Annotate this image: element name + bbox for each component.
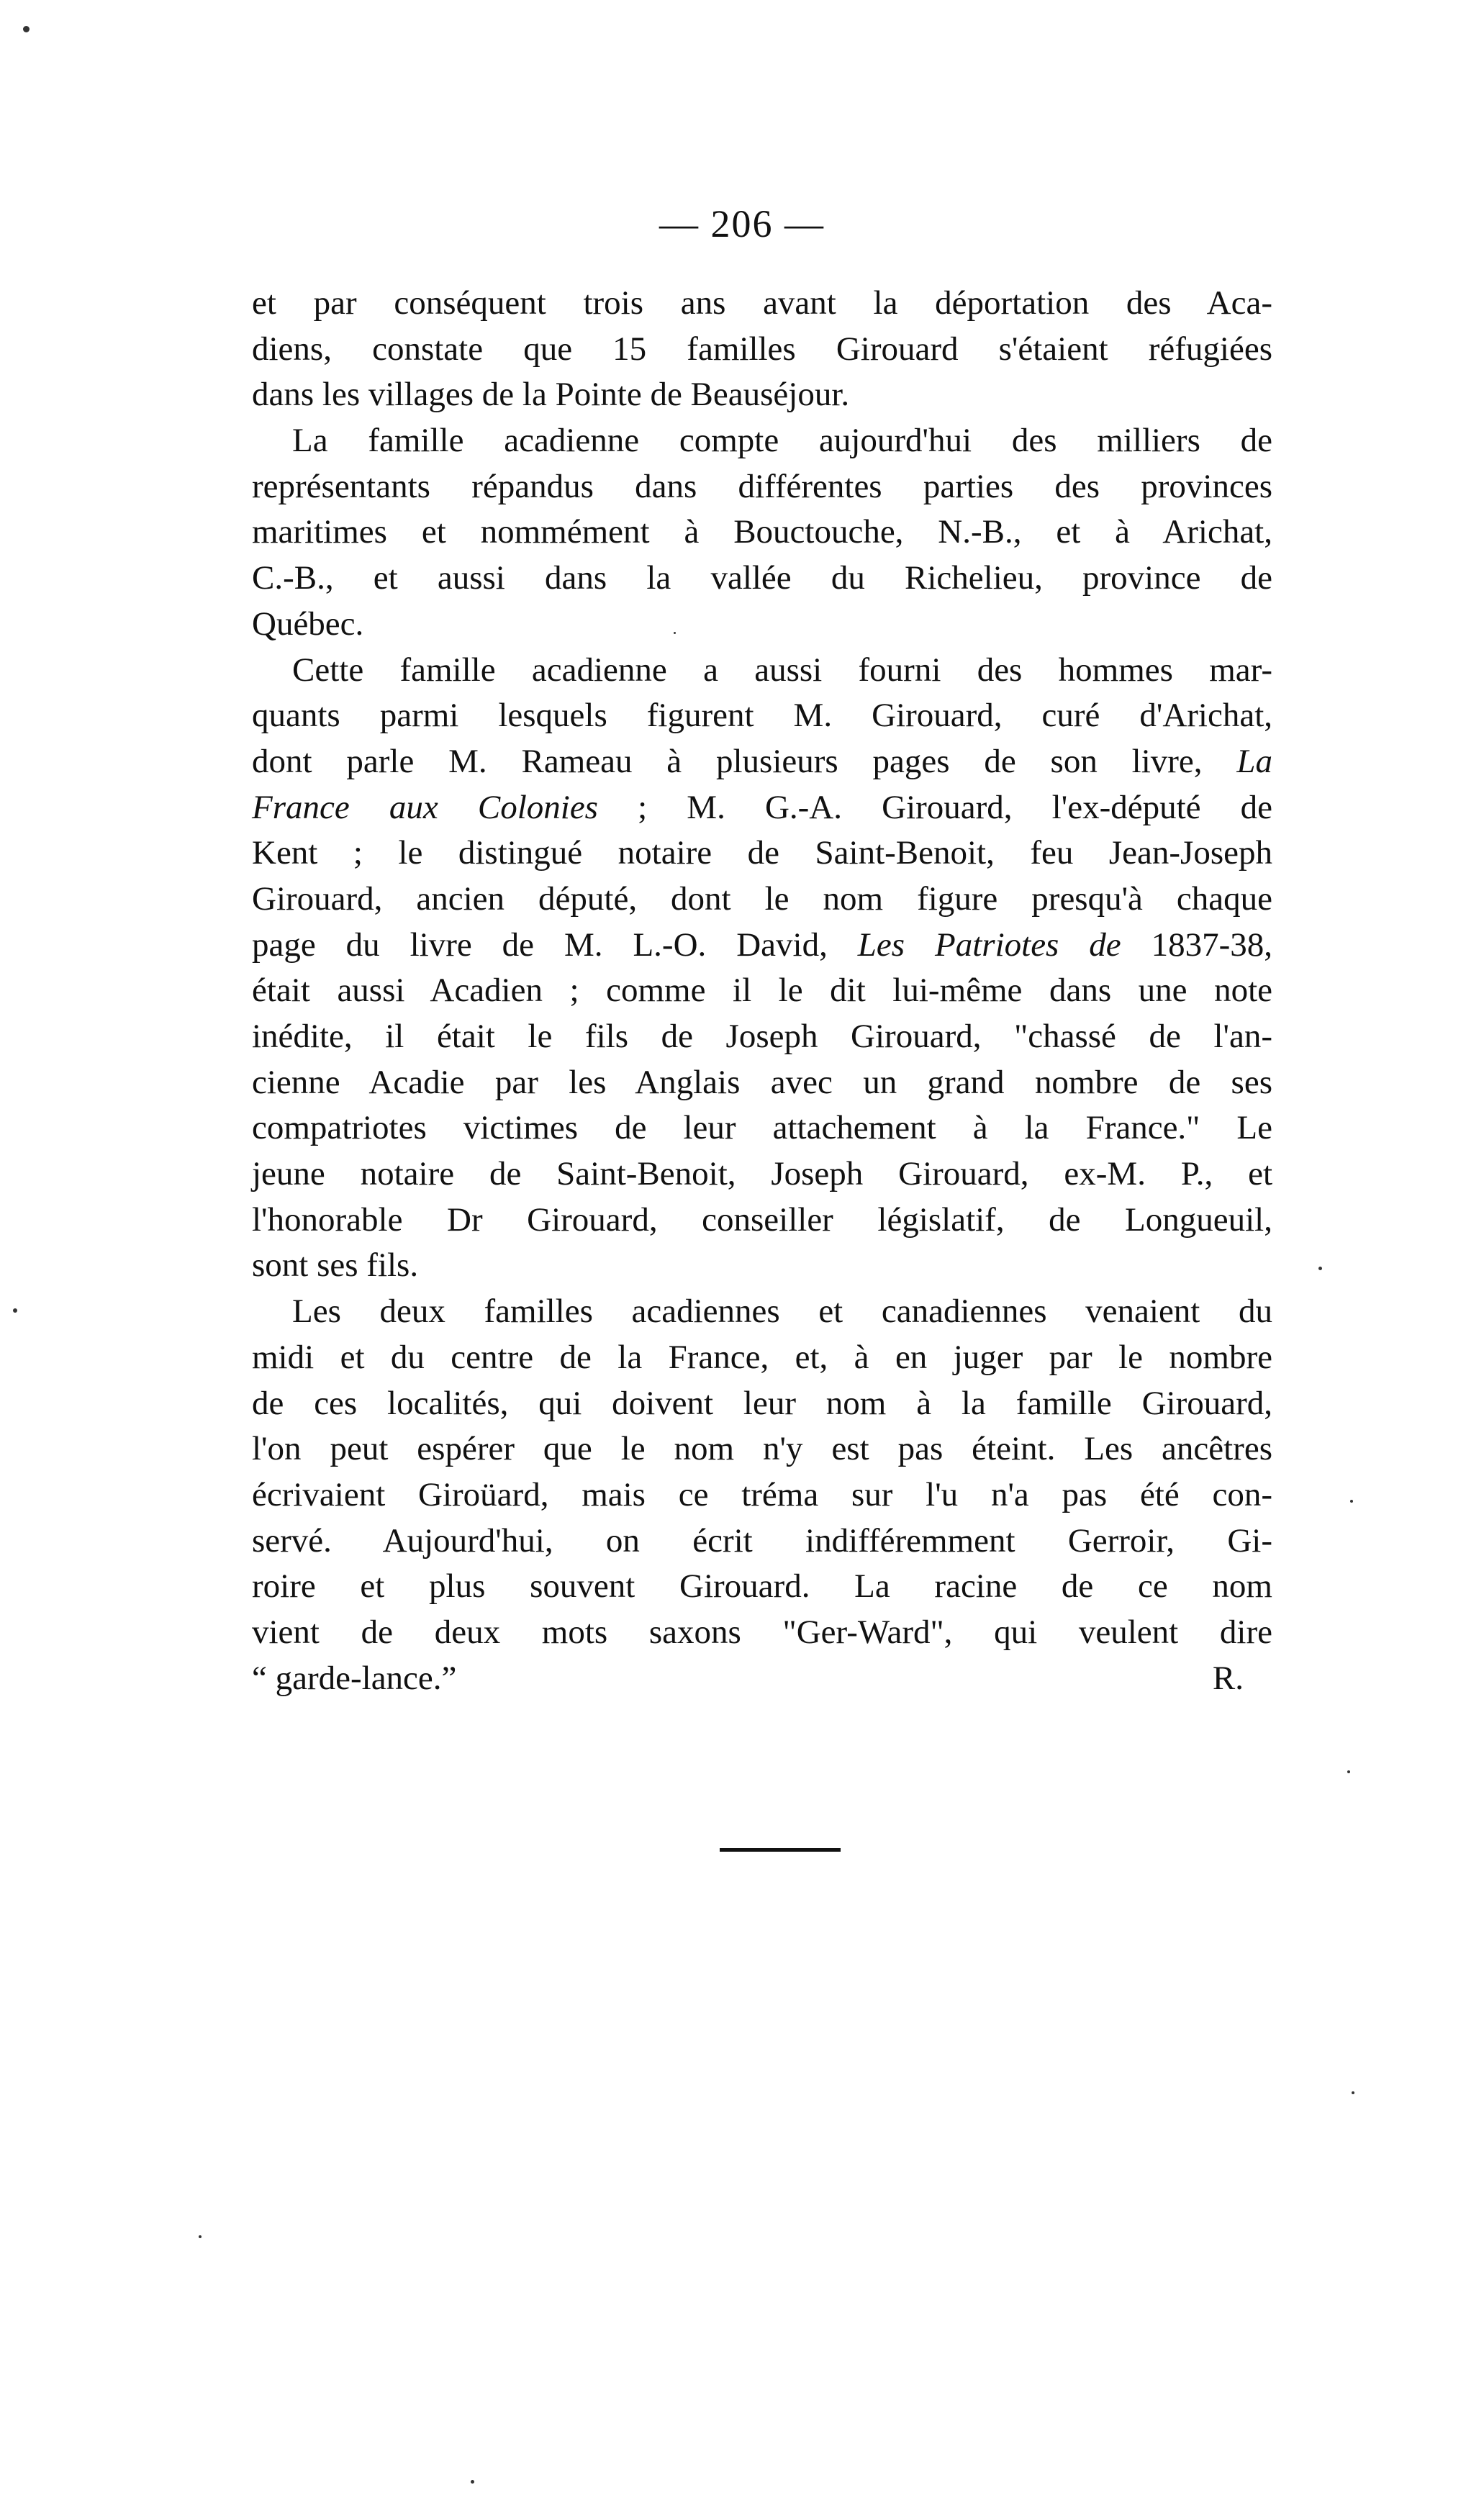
scan-speck — [1347, 1770, 1350, 1773]
closing-line — [252, 1656, 1272, 1702]
text-line: l'honorable Dr Girouard, conseiller législatif, de Longueuil, — [252, 1200, 1272, 1239]
text-line: Kent ; le distingué notaire de Saint-Benoit, feu Jean-Joseph — [252, 834, 1272, 872]
text-line: sont ses fils. — [252, 1246, 419, 1285]
text-line: servé. Aujourd'hui, on écrit indifféremment Gerroir, Gi- — [252, 1521, 1272, 1560]
text-line: représentants répandus dans différentes parties des provinces — [252, 467, 1272, 505]
text-line: et par conséquent trois ans avant la déportation des Aca- — [252, 284, 1272, 322]
scan-speck — [1352, 2091, 1354, 2094]
text-line-with-italic-title: page du livre de M. L.-O. David, Les Patriotes de 1837-38, — [252, 925, 1273, 964]
text-line: diens, constate que 15 familles Girouard s'étaient réfugiées — [252, 330, 1272, 368]
scan-speck — [23, 26, 30, 32]
text-line: était aussi Acadien ; comme il le dit lui-même dans une note — [252, 972, 1272, 1010]
text-line: cienne Acadie par les Anglais avec un grand nombre de ses — [252, 1063, 1272, 1101]
end-rule — [720, 1848, 841, 1852]
text-line: Québec. — [252, 605, 364, 643]
text-line: dans les villages de la Pointe de Beauséjour. — [252, 376, 850, 414]
scan-speck — [471, 2480, 474, 2484]
text-line: midi et du centre de la France, et, à en juger par le nombre — [252, 1338, 1272, 1376]
text-line: de ces localités, qui doivent leur nom à la famille Girouard, — [252, 1384, 1272, 1422]
text-line-with-italic-title: dont parle M. Rameau à plusieurs pages de son livre, La — [252, 742, 1272, 780]
scan-speck — [1350, 1500, 1353, 1503]
text-line: Les deux familles acadiennes et canadiennes venaient du — [292, 1293, 1272, 1331]
text-line: Cette famille acadienne a aussi fourni des hommes mar- — [292, 651, 1272, 689]
scan-speck — [674, 632, 676, 634]
text-line-with-italic-title: France aux Colonies ; M. G.-A. Girouard, l'ex-député de — [252, 788, 1272, 826]
text-line: maritimes et nommément à Bouctouche, N.-B., et à Arichat, — [252, 513, 1272, 551]
text-line: C.-B., et aussi dans la vallée du Richelieu, province de — [252, 559, 1272, 597]
page-number: — 206 — — [659, 202, 825, 245]
text-line: compatriotes victimes de leur attachement à la France." Le — [252, 1109, 1272, 1147]
body-text — [252, 281, 1272, 1701]
text-line: vient de deux mots saxons "Ger-Ward", qui veulent dire — [252, 1613, 1272, 1651]
text-line: Girouard, ancien député, dont le nom figure presqu'à chaque — [252, 879, 1272, 918]
scan-speck — [13, 1308, 17, 1313]
scan-speck — [199, 2235, 202, 2238]
text-line: quants parmi lesquels figurent M. Girouard, curé d'Arichat, — [252, 697, 1272, 735]
text-line: jeune notaire de Saint-Benoit, Joseph Girouard, ex-M. P., et — [252, 1155, 1272, 1193]
paragraph — [252, 1289, 1272, 1701]
paragraph — [252, 418, 1272, 647]
signature: R. — [1212, 1659, 1244, 1697]
text-line: inédite, il était le fils de Joseph Girouard, "chassé de l'an- — [252, 1018, 1272, 1055]
text-line: l'on peut espérer que le nom n'y est pas éteint. Les ancêtres — [252, 1430, 1272, 1468]
paragraph — [252, 648, 1272, 1290]
text-line: La famille acadienne compte aujourd'hui des milliers de — [292, 422, 1272, 460]
text-line: roire et plus souvent Girouard. La racine de ce nom — [252, 1567, 1272, 1606]
scan-speck — [1318, 1267, 1322, 1270]
closing-quote: “ garde-lance.” — [252, 1659, 457, 1697]
text-line: écrivaient Giroüard, mais ce tréma sur l'u n'a pas été con- — [252, 1475, 1272, 1513]
paragraph — [252, 281, 1272, 418]
